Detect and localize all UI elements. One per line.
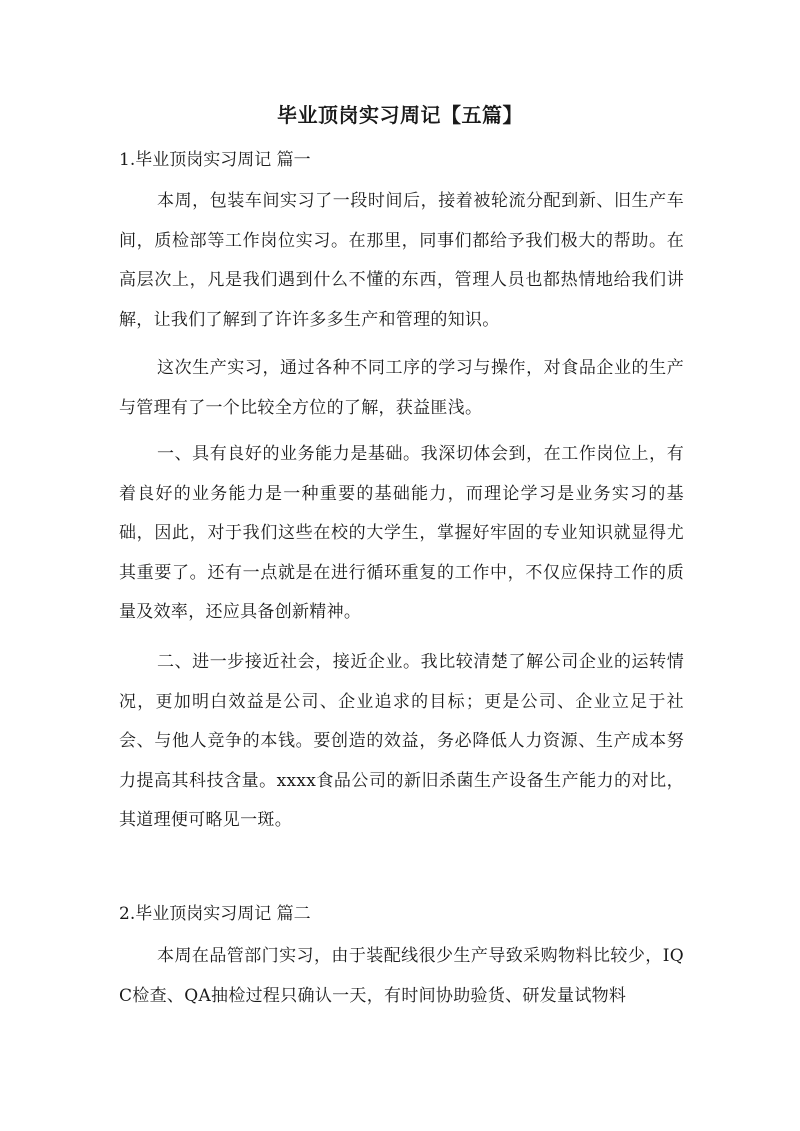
document-title: 毕业顶岗实习周记【五篇】: [277, 103, 523, 127]
section-heading-2: 2.毕业顶岗实习周记 篇二: [119, 904, 311, 924]
paragraph: 二、进一步接近社会，接近企业。我比较清楚了解公司企业的运转情况，更加明白效益是公司、企业追求的目标；更是公司、企业立足于社会、与他人竞争的本钱。要创造的效益，务必降低人力资源、生产成本努力提高其科技含量。xxxx食品公司的新旧杀菌生产设备生产能力的对比，其道理便可略见一斑。: [119, 652, 684, 831]
paragraph: 一、具有良好的业务能力是基础。我深切体会到，在工作岗位上，有着良好的业务能力是一种重要的基础能力，而理论学习是业务实习的基础，因此，对于我们这些在校的大学生，掌握好牢固的专业知识就显得尤其重要了。还有一点就是在进行循环重复的工作中，不仅应保持工作的质量及效率，还应具备创新精神。: [119, 444, 684, 623]
paragraph: 本周在品管部门实习，由于装配线很少生产导致采购物料比较少，IQC检查、QA抽检过程只确认一天，有时间协助验货、研发量试物料: [119, 946, 684, 1006]
section-heading-1: 1.毕业顶岗实习周记 篇一: [119, 150, 311, 170]
paragraph: 本周，包装车间实习了一段时间后，接着被轮流分配到新、旧生产车间，质检部等工作岗位实习。在那里，同事们都给予我们极大的帮助。在高层次上，凡是我们遇到什么不懂的东西，管理人员也都热情地给我们讲解，让我们了解到了许许多多生产和管理的知识。: [119, 191, 684, 330]
paragraph: 这次生产实习，通过各种不同工序的学习与操作，对食品企业的生产与管理有了一个比较全方位的了解，获益匪浅。: [119, 358, 684, 418]
